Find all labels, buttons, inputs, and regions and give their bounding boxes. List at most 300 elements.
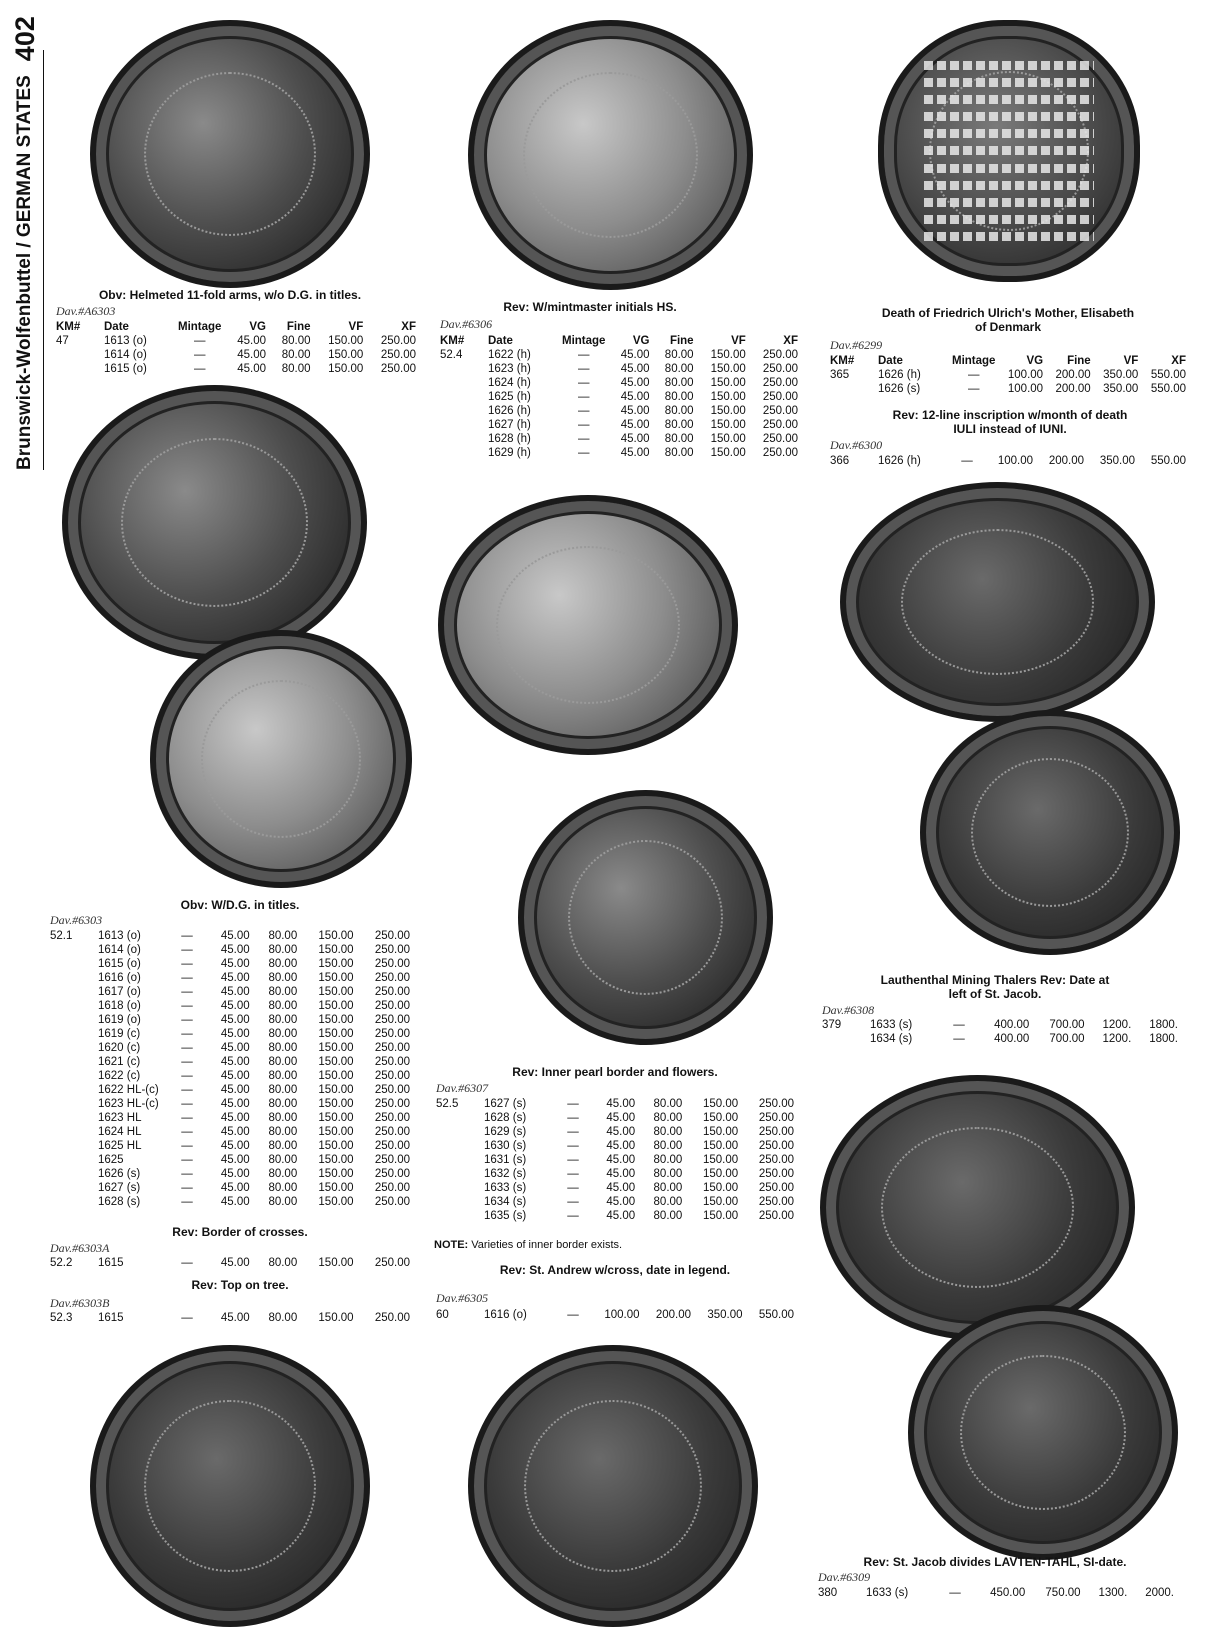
cell-vg: 100.00: [997, 455, 1033, 467]
cell-xf: 250.00: [762, 363, 798, 375]
cell-vf: 150.00: [710, 433, 746, 445]
cell-vg: 45.00: [606, 1168, 636, 1180]
cell-vg: 45.00: [620, 419, 650, 431]
cell-fine: 80.00: [281, 335, 311, 347]
column-header-xf: XF: [1171, 355, 1186, 367]
cell-date: 1618 (o): [98, 1000, 141, 1012]
coin-photo-km52-1-reverse: [150, 630, 412, 888]
cell-date: 1620 (c): [98, 1042, 141, 1054]
cell-xf: 250.00: [374, 1154, 410, 1166]
cell-fine: 80.00: [653, 1168, 683, 1180]
price-table-km52-2: [50, 1256, 410, 1270]
cell-xf: 550.00: [1150, 369, 1186, 381]
cell-km: [830, 382, 872, 396]
cell-fine: 80.00: [268, 1000, 298, 1012]
cell-xf: 250.00: [374, 1126, 410, 1138]
column-header-date: Date: [488, 335, 513, 347]
cell-mintage: —: [577, 433, 590, 445]
cell-km: [50, 1195, 92, 1209]
cell-date: 1614 (o): [98, 944, 141, 956]
cell-fine: 80.00: [268, 1154, 298, 1166]
cell-mintage: —: [567, 1196, 579, 1208]
cell-mintage: —: [949, 1587, 961, 1599]
cell-fine: 700.00: [1049, 1033, 1085, 1045]
price-table-km380: [818, 1586, 1174, 1600]
cell-vg: 45.00: [220, 1070, 250, 1082]
cell-fine: 200.00: [1048, 455, 1084, 467]
cell-xf: 250.00: [758, 1112, 794, 1124]
cell-vg: 45.00: [620, 363, 650, 375]
table-row: [50, 1055, 410, 1069]
cell-fine: 80.00: [653, 1196, 683, 1208]
cell-mintage: —: [181, 1098, 193, 1110]
cell-vf: 350.00: [1099, 455, 1135, 467]
cell-vg: 45.00: [220, 1056, 250, 1068]
cell-date: 1623 (h): [488, 363, 531, 375]
cell-km: 52.3: [50, 1312, 73, 1324]
column-header-vg: VG: [1026, 355, 1044, 367]
table-row: [440, 376, 798, 390]
cell-xf: 250.00: [758, 1140, 794, 1152]
table-row: [440, 390, 798, 404]
price-table-km366: [830, 454, 1186, 468]
cell-vf: 1200.: [1102, 1033, 1132, 1045]
cell-date: 1615 (o): [98, 958, 141, 970]
coin-photo-km52-1-obverse: [62, 385, 367, 660]
column-header-vf: VF: [348, 321, 364, 333]
table-row: [436, 1308, 794, 1322]
cell-mintage: —: [181, 1042, 193, 1054]
table-header-row: [56, 320, 416, 334]
cell-vf: 150.00: [710, 447, 746, 459]
cell-date: 1624 (h): [488, 377, 531, 389]
cell-xf: 1800.: [1149, 1033, 1178, 1045]
cell-mintage: —: [181, 986, 193, 998]
price-table-km379: [822, 1018, 1178, 1046]
cell-vg: 45.00: [606, 1140, 636, 1152]
caption-km52-3: Rev: Top on tree.: [191, 1278, 289, 1292]
cell-vf: 150.00: [702, 1168, 739, 1180]
table-row: [440, 418, 798, 432]
cell-vf: 350.00: [707, 1309, 743, 1321]
dav-ref-km380: Dav.#6309: [818, 1570, 871, 1584]
cell-mintage: —: [967, 383, 980, 395]
cell-vg: 100.00: [1007, 383, 1044, 395]
cell-mintage: —: [567, 1309, 579, 1321]
cell-km: 366: [830, 455, 850, 467]
cell-vg: 45.00: [220, 1182, 250, 1194]
cell-vf: 150.00: [702, 1182, 739, 1194]
caption-km52-4: Rev: W/mintmaster initials HS.: [503, 300, 677, 314]
cell-vf: 350.00: [1103, 369, 1139, 381]
table-row: [50, 1027, 410, 1041]
cell-vf: 150.00: [702, 1098, 739, 1110]
cell-date: 1617 (o): [98, 986, 141, 998]
table-row: [50, 1311, 410, 1325]
cell-km: 365: [830, 369, 850, 381]
cell-xf: 250.00: [374, 1257, 410, 1269]
table-row: [50, 985, 410, 999]
column-header-km: KM#: [440, 335, 465, 347]
cell-vg: 45.00: [606, 1210, 636, 1222]
cell-vf: 150.00: [328, 335, 364, 347]
cell-fine: 80.00: [268, 1182, 298, 1194]
table-header-row: [440, 334, 798, 348]
caption-km379: Lauthenthal Mining Thalers Rev: Date at left of St. Jacob.: [880, 973, 1110, 1001]
caption-km52-5: Rev: Inner pearl border and flowers.: [512, 1065, 718, 1079]
table-row: [56, 334, 416, 348]
cell-xf: 250.00: [374, 1056, 410, 1068]
column-header-vg: VG: [632, 335, 650, 347]
cell-xf: 250.00: [374, 1028, 410, 1040]
cell-vg: 45.00: [237, 349, 266, 361]
dav-ref-km379: Dav.#6308: [822, 1003, 875, 1017]
cell-vg: 45.00: [220, 1112, 250, 1124]
cell-mintage: —: [567, 1154, 579, 1166]
running-title: [10, 0, 40, 470]
cell-vf: 150.00: [318, 1168, 354, 1180]
cell-date: 1613 (o): [104, 335, 147, 347]
cell-vf: 150.00: [318, 1140, 354, 1152]
cell-date: 1621 (c): [98, 1056, 141, 1068]
table-row: [50, 1125, 410, 1139]
cell-fine: 80.00: [664, 377, 694, 389]
cell-mintage: —: [181, 1154, 193, 1166]
cell-fine: 80.00: [653, 1098, 683, 1110]
cell-date: 1627 (h): [488, 419, 531, 431]
table-row: [56, 348, 416, 362]
cell-mintage: —: [567, 1098, 579, 1110]
cell-km: 380: [818, 1587, 838, 1599]
cell-mintage: —: [181, 1257, 193, 1269]
cell-mintage: —: [181, 958, 193, 970]
cell-xf: 250.00: [374, 958, 410, 970]
cell-km: [50, 1111, 92, 1125]
cell-fine: 700.00: [1049, 1019, 1085, 1031]
cell-fine: 80.00: [653, 1112, 683, 1124]
dav-ref-km52-2: Dav.#6303A: [50, 1241, 110, 1255]
cell-date: 1632 (s): [484, 1168, 527, 1180]
page-number: 402: [9, 16, 40, 62]
cell-mintage: —: [181, 1028, 193, 1040]
cell-vg: 45.00: [220, 1028, 250, 1040]
cell-vf: 150.00: [318, 986, 354, 998]
cell-date: 1628 (s): [98, 1196, 141, 1208]
cell-fine: 80.00: [281, 363, 311, 375]
cell-km: [50, 1097, 92, 1111]
cell-mintage: —: [567, 1140, 579, 1152]
table-row: [50, 1111, 410, 1125]
cell-vf: 150.00: [710, 377, 746, 389]
cell-vf: 150.00: [318, 930, 354, 942]
cell-xf: 250.00: [758, 1210, 794, 1222]
dav-ref-km52-5: Dav.#6307: [436, 1081, 489, 1095]
table-row: [436, 1181, 794, 1195]
table-row: [440, 432, 798, 446]
price-table-km60: [436, 1308, 794, 1322]
cell-vf: 150.00: [318, 1154, 354, 1166]
table-row: [50, 1256, 410, 1270]
cell-km: [50, 1181, 92, 1195]
column-header-date: Date: [104, 321, 129, 333]
cell-xf: 250.00: [374, 1168, 410, 1180]
table-row: [50, 943, 410, 957]
cell-vg: 45.00: [220, 944, 250, 956]
table-row: [436, 1153, 794, 1167]
dav-ref-km52-1: Dav.#6303: [50, 913, 103, 927]
table-row: [436, 1167, 794, 1181]
cell-vg: 45.00: [220, 1126, 250, 1138]
cell-vg: 450.00: [990, 1587, 1026, 1599]
column-header-mintage: Mintage: [952, 355, 996, 367]
cell-fine: 80.00: [268, 1084, 298, 1096]
cell-date: 1630 (s): [484, 1140, 527, 1152]
cell-xf: 1800.: [1149, 1019, 1178, 1031]
cell-xf: 250.00: [758, 1098, 794, 1110]
cell-xf: 250.00: [762, 391, 798, 403]
table-row: [436, 1195, 794, 1209]
caption-km365: Death of Friedrich Ulrich's Mother, Elisabeth of Denmark: [881, 306, 1135, 334]
cell-km: [50, 1013, 92, 1027]
cell-xf: 250.00: [758, 1182, 794, 1194]
cell-km: [436, 1125, 478, 1139]
table-row: [818, 1586, 1174, 1600]
cell-vg: 45.00: [606, 1182, 636, 1194]
cell-km: [440, 376, 482, 390]
cell-vg: 400.00: [994, 1033, 1030, 1045]
cell-fine: 80.00: [664, 405, 694, 417]
cell-xf: 250.00: [374, 1312, 410, 1324]
caption-km52-1: Obv: W/D.G. in titles.: [180, 898, 300, 912]
cell-vf: 150.00: [328, 349, 364, 361]
cell-vg: 45.00: [220, 1257, 250, 1269]
cell-fine: 80.00: [268, 1056, 298, 1068]
cell-fine: 80.00: [653, 1210, 683, 1222]
cell-date: 1614 (o): [104, 349, 147, 361]
cell-date: 1631 (s): [484, 1154, 527, 1166]
cell-fine: 80.00: [653, 1154, 683, 1166]
cell-fine: 80.00: [268, 958, 298, 970]
cell-date: 1616 (o): [484, 1309, 527, 1321]
cell-km: [50, 1125, 92, 1139]
cell-vg: 45.00: [220, 1196, 250, 1208]
cell-xf: 250.00: [374, 1084, 410, 1096]
cell-km: [50, 1041, 92, 1055]
cell-xf: 250.00: [758, 1126, 794, 1138]
cell-vf: 150.00: [710, 405, 746, 417]
table-row: [56, 362, 416, 376]
cell-km: [50, 1139, 92, 1153]
cell-km: [436, 1181, 478, 1195]
cell-xf: 250.00: [374, 1070, 410, 1082]
caption-km47: Obv: Helmeted 11-fold arms, w/o D.G. in titles.: [98, 288, 362, 302]
caption-km380: Rev: St. Jacob divides LAVTEN-TAHL, SI-date.: [863, 1555, 1127, 1569]
cell-fine: 80.00: [268, 1042, 298, 1054]
table-row: [50, 1139, 410, 1153]
cell-vf: 150.00: [710, 363, 746, 375]
cell-mintage: —: [953, 1033, 965, 1045]
cell-date: 1633 (s): [870, 1019, 913, 1031]
cell-date: 1623 HL-(c): [98, 1098, 159, 1110]
table-row: [822, 1018, 1178, 1032]
cell-vf: 150.00: [702, 1210, 739, 1222]
cell-fine: 80.00: [268, 1196, 298, 1208]
cell-date: 1615: [98, 1257, 124, 1269]
cell-vg: 45.00: [606, 1154, 636, 1166]
cell-km: [50, 1069, 92, 1083]
column-header-km: KM#: [56, 321, 81, 333]
cell-vf: 150.00: [318, 1312, 354, 1324]
column-header-fine: Fine: [669, 335, 694, 347]
cell-fine: 80.00: [268, 1098, 298, 1110]
cell-fine: 80.00: [268, 1070, 298, 1082]
cell-vg: 45.00: [606, 1196, 636, 1208]
cell-xf: 250.00: [762, 447, 798, 459]
cell-date: 1619 (c): [98, 1028, 141, 1040]
cell-vf: 150.00: [318, 1014, 354, 1026]
cell-xf: 250.00: [374, 1098, 410, 1110]
cell-xf: 250.00: [374, 1014, 410, 1026]
cell-km: [50, 1027, 92, 1041]
cell-xf: 550.00: [1150, 455, 1186, 467]
cell-vg: 45.00: [237, 363, 266, 375]
cell-fine: 200.00: [1055, 383, 1091, 395]
cell-mintage: —: [181, 1168, 193, 1180]
coin-photo-km52-3-obverse: [90, 1345, 370, 1627]
coin-photo-km52-5-reverse: [518, 790, 773, 1045]
cell-km: 60: [436, 1309, 449, 1321]
cell-vf: 150.00: [318, 1042, 354, 1054]
cell-vg: 45.00: [237, 335, 266, 347]
cell-vg: 45.00: [620, 447, 650, 459]
cell-mintage: —: [181, 1126, 193, 1138]
coin-photo-km52-5-obverse: [438, 495, 738, 755]
caption-km366: Rev: 12-line inscription w/month of death IULI instead of IUNI.: [892, 408, 1128, 436]
cell-fine: 750.00: [1045, 1587, 1081, 1599]
cell-vg: 45.00: [620, 391, 650, 403]
table-row: [822, 1032, 1178, 1046]
table-row: [830, 382, 1186, 396]
cell-fine: 200.00: [1055, 369, 1091, 381]
cell-km: [50, 957, 92, 971]
cell-vf: 150.00: [702, 1154, 739, 1166]
cell-km: [436, 1195, 478, 1209]
cell-vg: 100.00: [604, 1309, 640, 1321]
cell-fine: 80.00: [268, 1028, 298, 1040]
cell-xf: 250.00: [374, 1000, 410, 1012]
table-row: [436, 1139, 794, 1153]
cell-fine: 80.00: [281, 349, 311, 361]
cell-vf: 150.00: [710, 391, 746, 403]
cell-date: 1629 (s): [484, 1126, 527, 1138]
cell-mintage: —: [193, 363, 206, 375]
dav-ref-km52-3: Dav.#6303B: [50, 1296, 110, 1310]
cell-date: 1626 (h): [878, 369, 921, 381]
cell-km: [50, 1153, 92, 1167]
cell-mintage: —: [181, 1140, 193, 1152]
coin-photo-km380-obverse: [820, 1075, 1135, 1340]
caption-km52-2: Rev: Border of crosses.: [172, 1225, 308, 1239]
cell-mintage: —: [181, 1196, 193, 1208]
cell-date: 1628 (h): [488, 433, 531, 445]
cell-date: 1635 (s): [484, 1210, 527, 1222]
table-row: [50, 999, 410, 1013]
cell-fine: 80.00: [664, 363, 694, 375]
cell-km: [440, 390, 482, 404]
cell-vf: 150.00: [328, 363, 364, 375]
table-row: [440, 362, 798, 376]
cell-fine: 80.00: [268, 1257, 298, 1269]
cell-vf: 150.00: [318, 1182, 354, 1194]
cell-km: [50, 1167, 92, 1181]
table-row: [50, 1153, 410, 1167]
cell-km: [50, 1055, 92, 1069]
cell-vg: 45.00: [220, 986, 250, 998]
cell-fine: 80.00: [268, 930, 298, 942]
title-rule: [43, 50, 44, 470]
cell-mintage: —: [577, 377, 590, 389]
table-row: [436, 1111, 794, 1125]
table-row: [50, 1013, 410, 1027]
cell-fine: 80.00: [268, 1112, 298, 1124]
cell-fine: 80.00: [268, 1126, 298, 1138]
cell-mintage: —: [181, 1084, 193, 1096]
cell-vg: 45.00: [220, 1000, 250, 1012]
cell-xf: 250.00: [374, 1112, 410, 1124]
cell-vg: 45.00: [220, 1014, 250, 1026]
cell-mintage: —: [567, 1182, 579, 1194]
cell-date: 1633 (s): [866, 1587, 909, 1599]
cell-vf: 150.00: [318, 1056, 354, 1068]
cell-fine: 80.00: [653, 1140, 683, 1152]
cell-vf: 150.00: [710, 349, 746, 361]
price-table-km52-4: [440, 334, 798, 460]
cell-date: 1625 HL: [98, 1140, 142, 1152]
table-row: [50, 1097, 410, 1111]
cell-vg: 45.00: [220, 958, 250, 970]
table-row: [50, 957, 410, 971]
cell-km: 52.4: [440, 349, 463, 361]
cell-km: [440, 418, 482, 432]
cell-xf: 250.00: [758, 1168, 794, 1180]
cell-vg: 45.00: [220, 1168, 250, 1180]
column-header-fine: Fine: [1067, 355, 1091, 367]
cell-km: [56, 362, 98, 376]
cell-mintage: —: [181, 930, 193, 942]
cell-km: [440, 432, 482, 446]
cell-vg: 100.00: [1007, 369, 1044, 381]
coin-photo-km379-reverse: [920, 710, 1180, 955]
cell-vf: 150.00: [702, 1140, 739, 1152]
cell-mintage: —: [181, 972, 193, 984]
cell-date: 1627 (s): [98, 1182, 141, 1194]
cell-km: [50, 999, 92, 1013]
cell-fine: 80.00: [268, 944, 298, 956]
price-table-km52-1: [50, 929, 410, 1209]
dav-ref-km365: Dav.#6299: [830, 338, 883, 352]
dav-ref-km366: Dav.#6300: [830, 438, 883, 452]
cell-vf: 150.00: [318, 1257, 354, 1269]
table-row: [50, 929, 410, 943]
cell-date: 1625 (h): [488, 391, 531, 403]
cell-km: [56, 348, 98, 362]
column-header-mintage: Mintage: [178, 321, 222, 333]
cell-mintage: —: [577, 349, 590, 361]
column-header-xf: XF: [401, 321, 416, 333]
cell-date: 1634 (s): [484, 1196, 527, 1208]
table-row: [436, 1209, 794, 1223]
coin-photo-km365-inscription: [878, 20, 1140, 282]
